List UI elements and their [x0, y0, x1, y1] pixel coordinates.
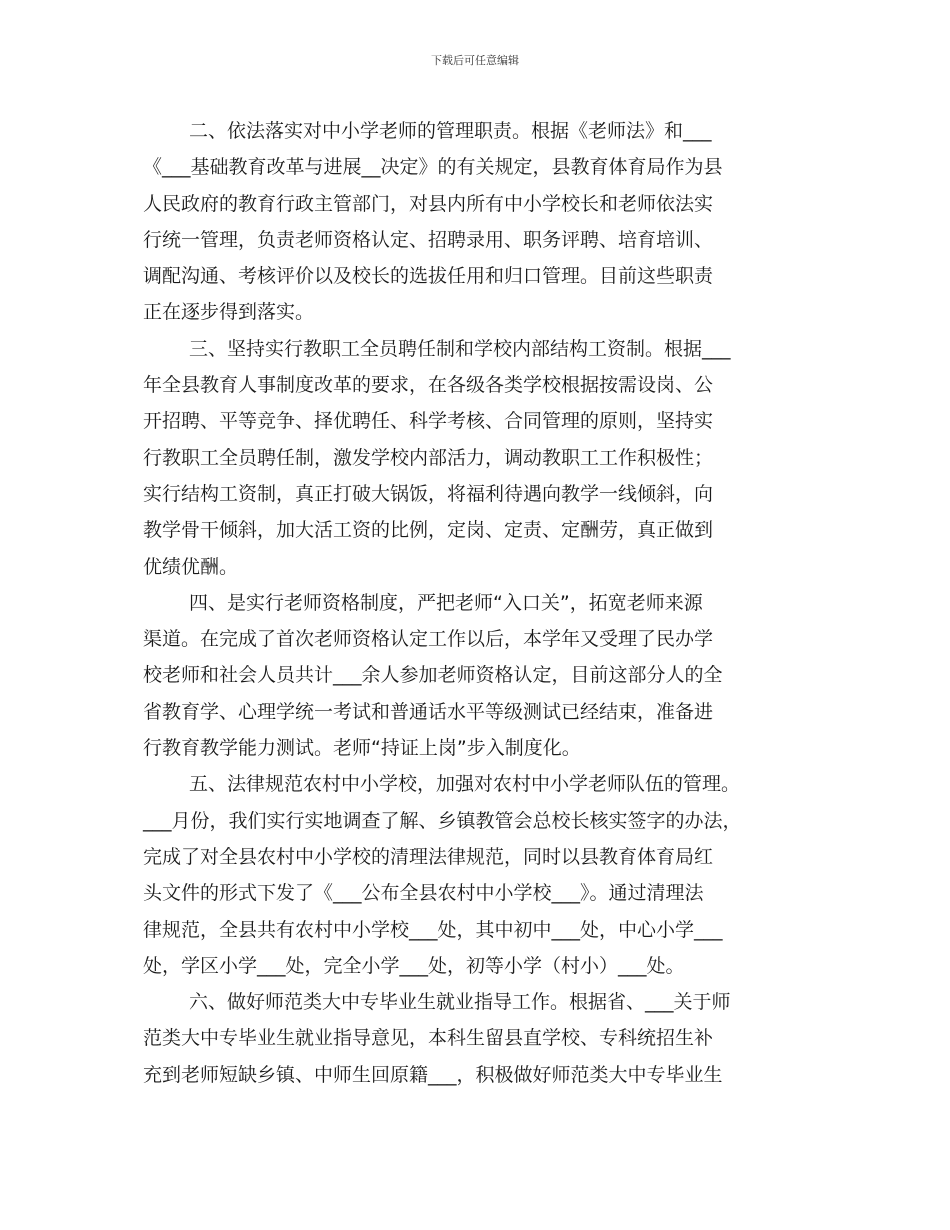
text-line: ___月份，我们实行实地调查了解、乡镇教管会总校长核实签字的办法，	[143, 809, 742, 832]
text-line: 实行结构工资制，真正打破大锅饭，将福利待遇向教学一线倾斜，向	[143, 482, 714, 505]
text-line: 充到老师短缺乡镇、中师生回原籍___，积极做好师范类大中专毕业生	[143, 1063, 723, 1086]
paragraph-4	[143, 585, 813, 766]
text-line: 头文件的形式下发了《___公布全县农村中小学校___》。通过清理法	[143, 882, 704, 905]
text-line: 开招聘、平等竞争、择优聘任、科学考核、合同管理的原则，坚持实	[143, 410, 714, 433]
text-line: 年全县教育人事制度改革的要求，在各级各类学校根据按需设岗、公	[143, 374, 714, 397]
page-header: 下载后可任意编辑	[431, 54, 519, 67]
text-line: 优绩优酬。	[143, 555, 239, 578]
text-line: 处，学区小学___处，完全小学___处，初等小学（村小）___处。	[143, 954, 685, 977]
text-line: 律规范，全县共有农村中小学校___处，其中初中___处，中心小学___	[143, 918, 723, 941]
text-line: 三、坚持实行教职工全员聘任制和学校内部结构工资制。根据___	[189, 337, 731, 360]
text-line: 调配沟通、考核评价以及校长的选拔任用和归口管理。目前这些职责	[143, 265, 714, 288]
paragraph-6	[143, 984, 813, 1093]
text-line: 四、是实行老师资格制度，严把老师“入口关”，拓宽老师来源	[189, 591, 703, 614]
text-line: 行统一管理，负责老师资格认定、招聘录用、职务评聘、培育培训、	[143, 228, 714, 251]
text-line: 渠道。在完成了首次老师资格认定工作以后，本学年又受理了民办学	[143, 628, 714, 651]
text-line: 教学骨干倾斜，加大活工资的比例，定岗、定责、定酬劳，真正做到	[143, 519, 714, 542]
text-line: 五、法律规范农村中小学校，加强对农村中小学老师队伍的管理。	[189, 773, 741, 796]
text-line: 六、做好师范类大中专毕业生就业指导工作。根据省、___关于师	[189, 991, 731, 1014]
paragraph-2	[143, 113, 813, 331]
text-line: 二、依法落实对中小学老师的管理职责。根据《老师法》和___	[189, 120, 712, 142]
text-line: 行教育教学能力测试。老师“持证上岗”步入制度化。	[143, 737, 581, 760]
paragraph-5	[143, 766, 813, 984]
text-line: 人民政府的教育行政主管部门，对县内所有中小学校长和老师依法实	[143, 192, 714, 215]
text-line: 省教育学、心理学统一考试和普通话水平等级测试已经结束，准备进	[143, 700, 714, 723]
text-line: 《___基础教育改革与进展__决定》的有关规定，县教育体育局作为县	[143, 156, 723, 179]
paragraph-3	[143, 331, 813, 585]
text-line: 范类大中专毕业生就业指导意见，本科生留县直学校、专科统招生补	[143, 1027, 714, 1050]
document-body	[143, 113, 813, 1093]
text-line: 行教职工全员聘任制，激发学校内部活力，调动教职工工作积极性；	[143, 446, 714, 469]
text-line: 正在逐步得到落实。	[143, 301, 315, 324]
text-line: 校老师和社会人员共计___余人参加老师资格认定，目前这部分人的全	[143, 664, 723, 687]
text-line: 完成了对全县农村中小学校的清理法律规范，同时以县教育体育局红	[143, 845, 714, 868]
